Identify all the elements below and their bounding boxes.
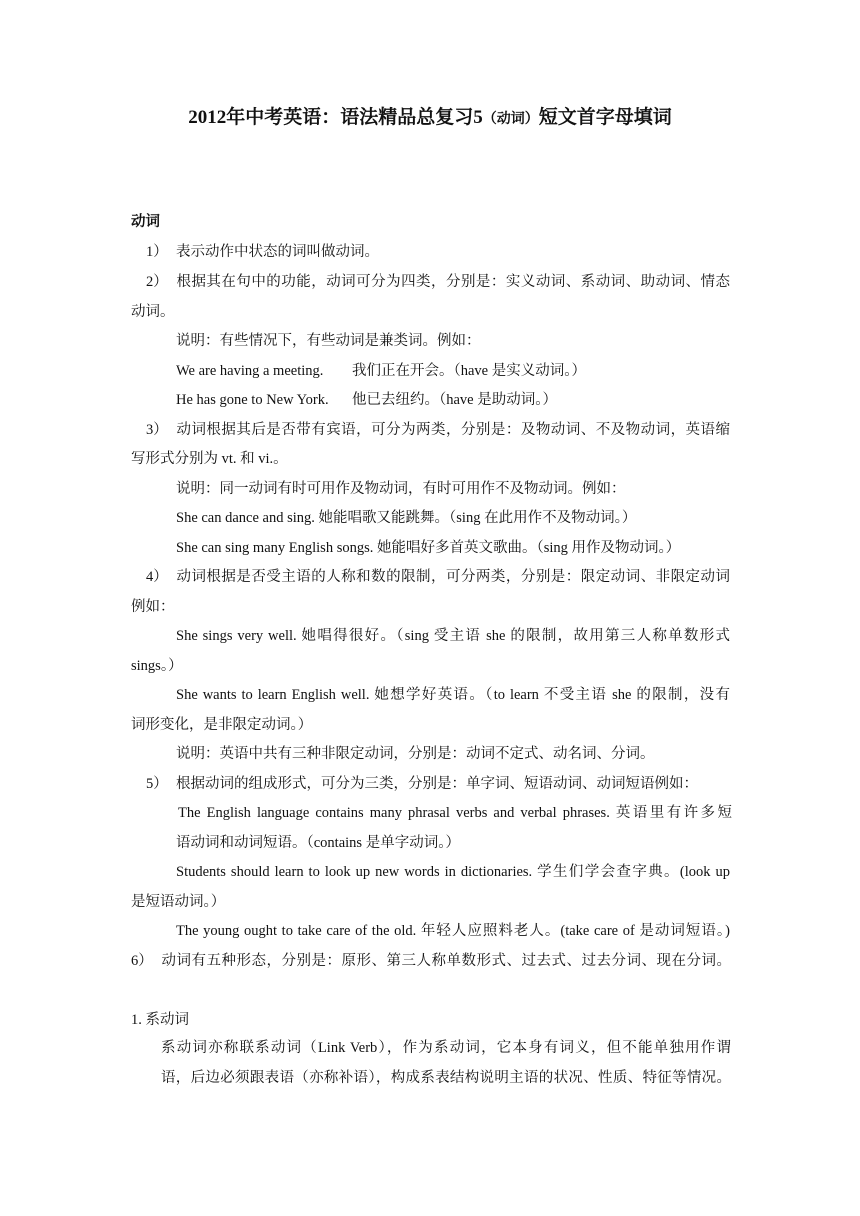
- item-5-example-1-continuation: 语动词和动词短语。（contains 是单字动词。）: [176, 835, 460, 851]
- item-2: [146, 272, 730, 292]
- item-2-note: 说明：有些情况下，有些动词是兼类词。例如：: [176, 333, 481, 349]
- item-5-example-1: The English language contains many phrasal verbs and verbal phrases. 英语里有许多短: [178, 805, 732, 821]
- item-5-number: 5）: [146, 776, 168, 792]
- title-main: 2012年中考英语：语法精品总复习5: [188, 107, 483, 128]
- item-5-text: 根据动词的组成形式，可分为三类，分别是：单字词、短语动词、动词短语例如：: [176, 776, 698, 792]
- example-english: He has gone to New York.: [176, 392, 329, 408]
- subsection-paragraph-line-1: 系动词亦称联系动词（Link Verb），作为系动词，它本身有词义，但不能单独用作谓: [161, 1040, 731, 1056]
- item-4-example-1-continuation: sings。）: [131, 658, 183, 674]
- item-4-continuation: 例如：: [131, 599, 175, 615]
- item-2-example-1: [176, 361, 586, 381]
- item-4-example-1: She sings very well. 她唱得很好。（sing 受主语 she 的限制，故用第三人称单数形式: [176, 628, 730, 644]
- item-2-text: 根据其在句中的功能，动词可分为四类，分别是：实义动词、系动词、助动词、情态: [176, 274, 730, 290]
- item-5-example-2-continuation: 是短语动词。）: [131, 894, 226, 910]
- item-4-example-2-continuation: 词形变化，是非限定动词。）: [131, 717, 313, 733]
- item-3: [146, 420, 730, 440]
- item-3-example-1: She can dance and sing. 她能唱歌又能跳舞。（sing 在此用作不及物动词。）: [176, 510, 637, 526]
- title-paren: （动词）: [482, 112, 539, 127]
- item-1-number: 1）: [146, 244, 168, 260]
- item-2-example-2: [176, 390, 557, 410]
- example-english: We are having a meeting.: [176, 363, 324, 379]
- subsection-heading: 1. 系动词: [131, 1012, 189, 1028]
- item-4-number: 4）: [146, 569, 168, 585]
- item-5-example-3: The young ought to take care of the old. 年轻人应照料老人。(take care of 是动词短语。): [176, 923, 730, 939]
- item-6-text: 动词有五种形态，分别是：原形、第三人称单数形式、过去式、过去分词、现在分词。: [161, 953, 731, 969]
- item-4-text: 动词根据是否受主语的人称和数的限制，可分两类，分别是：限定动词、非限定动词: [176, 569, 730, 585]
- item-3-continuation: 写形式分别为 vt. 和 vi.。: [131, 451, 288, 467]
- item-3-number: 3）: [146, 422, 168, 438]
- item-6-number: 6）: [131, 953, 153, 969]
- item-6: [131, 951, 731, 971]
- example-chinese: 他已去纽约。（have 是助动词。）: [352, 392, 557, 408]
- item-4: [146, 567, 730, 587]
- item-2-continuation: 动词。: [131, 304, 175, 320]
- document-title: [0, 106, 860, 132]
- item-1: [146, 242, 379, 262]
- item-3-text: 动词根据其后是否带有宾语，可分为两类，分别是：及物动词、不及物动词，英语缩: [176, 422, 730, 438]
- item-5: [146, 774, 698, 794]
- section-heading: 动词: [131, 214, 160, 230]
- item-3-example-2: She can sing many English songs. 她能唱好多首英文歌曲。（sing 用作及物动词。）: [176, 540, 681, 556]
- subsection-paragraph-line-2: 语，后边必须跟表语（亦称补语），构成系表结构说明主语的状况、性质、特征等情况。: [161, 1070, 731, 1086]
- item-3-note: 说明：同一动词有时可用作及物动词，有时可用作不及物动词。例如：: [176, 481, 626, 497]
- item-1-text: 表示动作中状态的词叫做动词。: [176, 244, 379, 260]
- item-2-number: 2）: [146, 274, 168, 290]
- item-4-note: 说明：英语中共有三种非限定动词，分别是：动词不定式、动名词、分词。: [176, 746, 655, 762]
- example-chinese: 我们正在开会。（have 是实义动词。）: [352, 363, 586, 379]
- item-4-example-2: She wants to learn English well. 她想学好英语。（to learn 不受主语 she 的限制，没有: [176, 687, 730, 703]
- item-5-example-2: Students should learn to look up new words in dictionaries. 学生们学会查字典。(look up: [176, 864, 730, 880]
- title-tail: 短文首字母填词: [538, 107, 672, 128]
